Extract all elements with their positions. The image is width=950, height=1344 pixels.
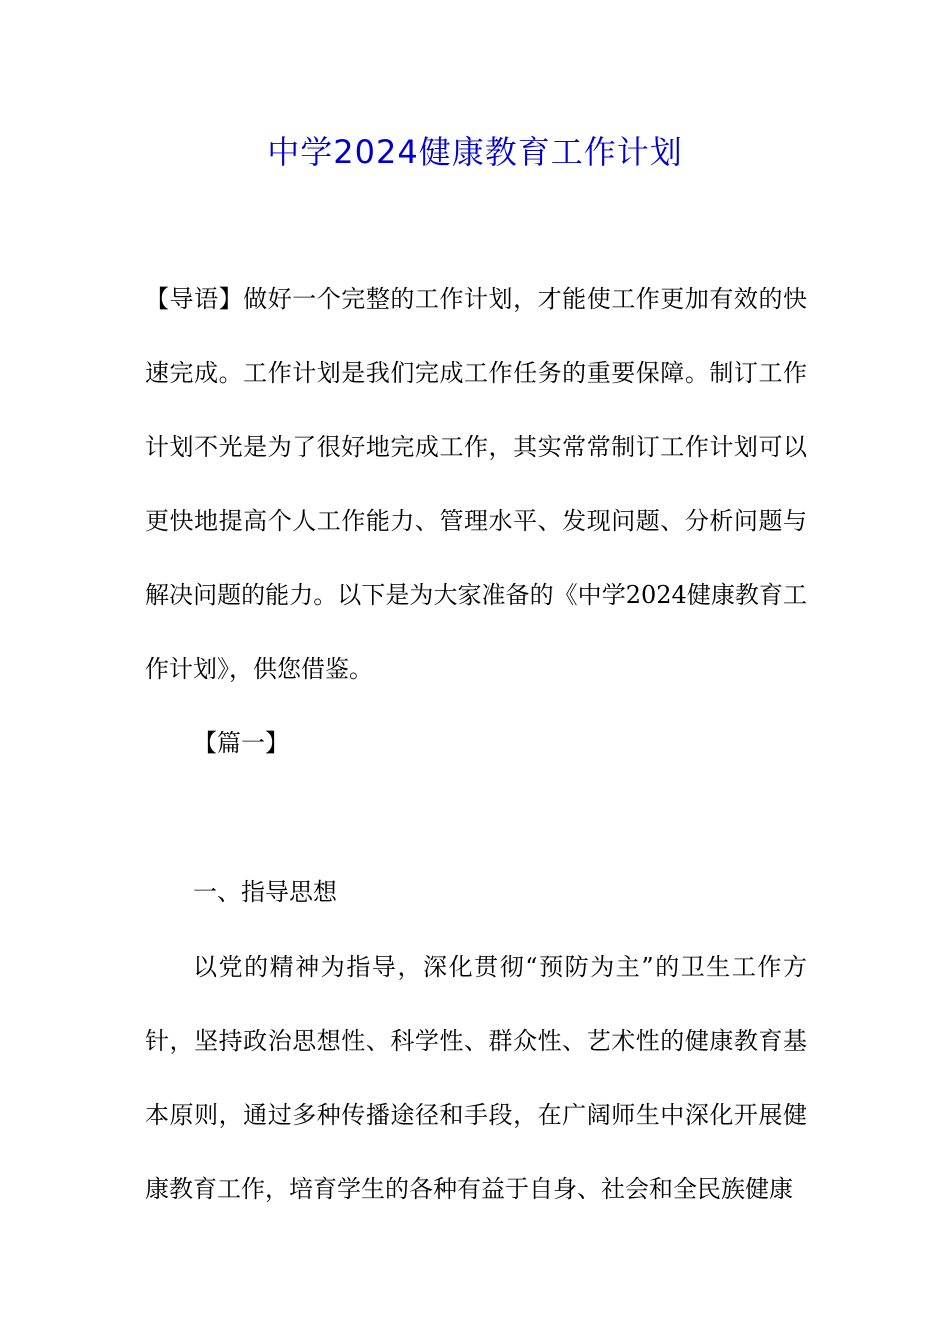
section-paragraph: 以党的精神为指导，深化贯彻“预防为主”的卫生工作方针，坚持政治思想性、科学性、群众性、艺术性的健康教育基本原则，通过多种传播途径和手段，在广阔师生中深化开展健康教育工作，培育学生的各种有益于自身、社会和全民族健康 [145, 953, 807, 1203]
section-heading: 一、指导思想 [193, 878, 337, 906]
document-title: 中学2024健康教育工作计划 [267, 133, 683, 171]
intro-paragraph: 【导语】做好一个完整的工作计划，才能使工作更加有效的快速完成。工作计划是我们完成工作任务的重要保障。制订工作计划不光是为了很好地完成工作，其实常常制订工作计划可以更快地提高个人工作能力、管理水平、发现问题、分析问题与解决问题的能力。以下是为大家准备的《中学2024健康教育工作计划》，供您借鉴。 [145, 285, 807, 683]
chapter-label: 【篇一】 [193, 729, 289, 757]
